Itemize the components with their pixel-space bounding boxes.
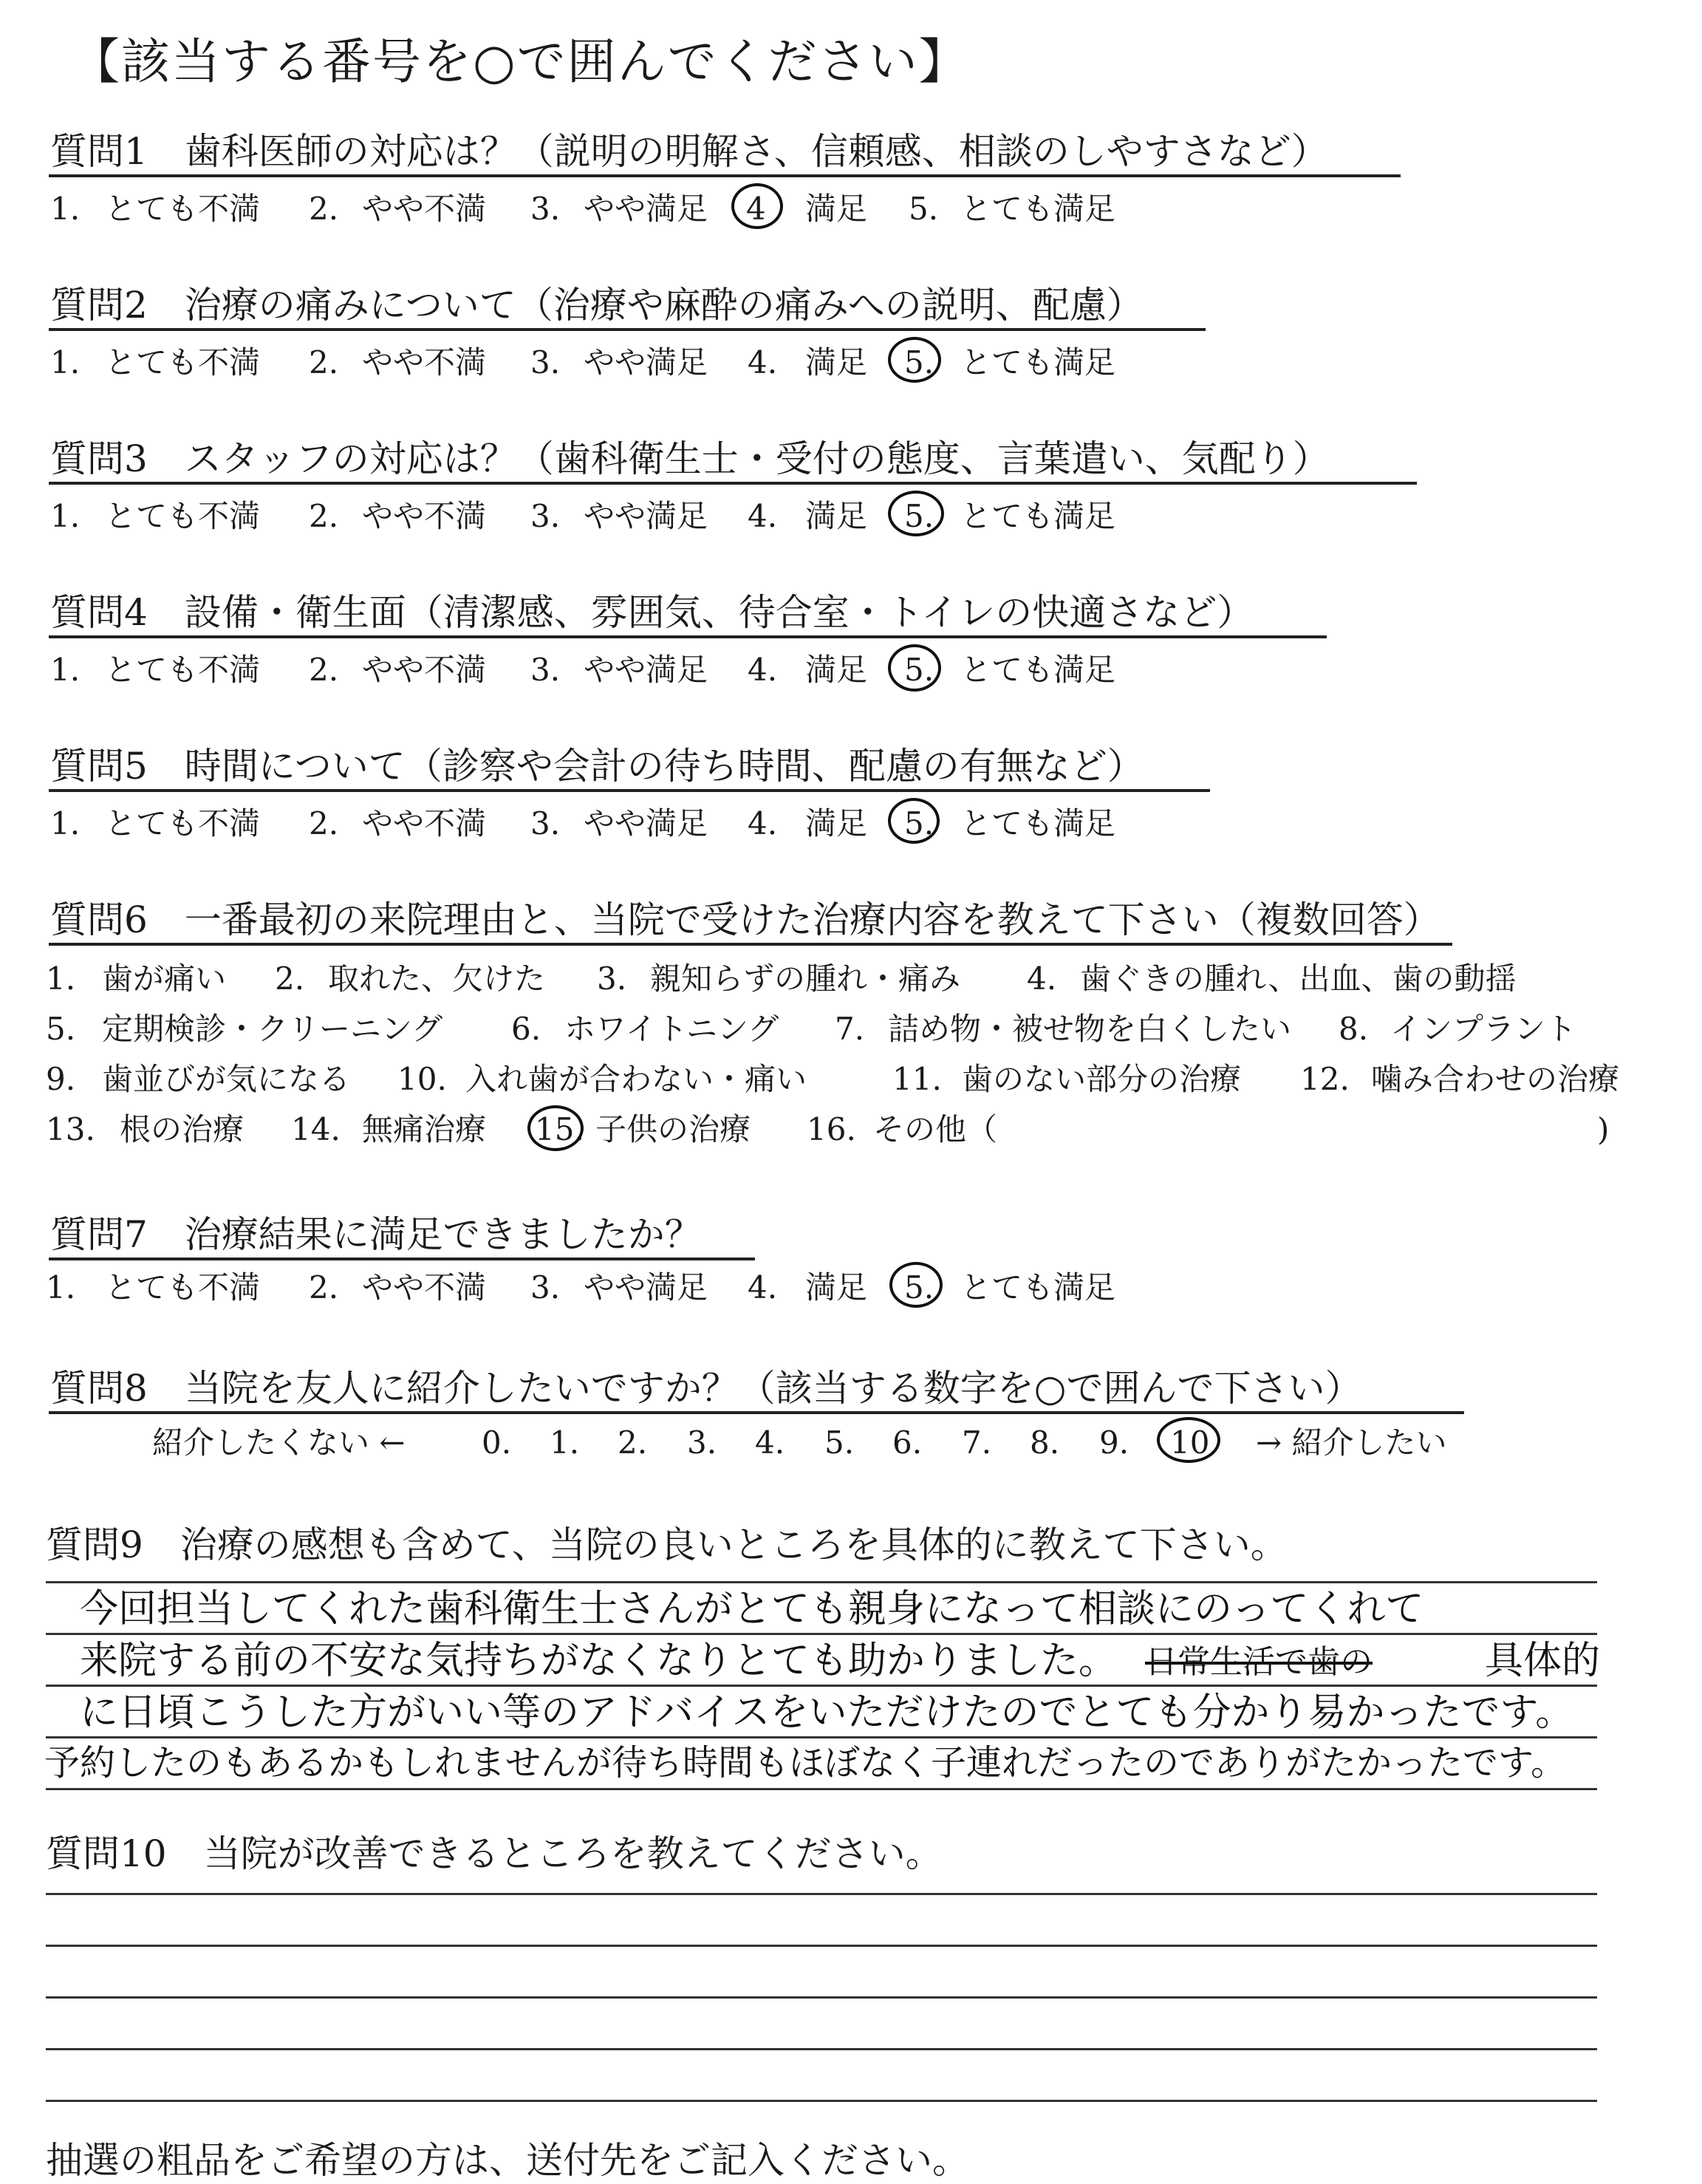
answer-circle (1157, 1417, 1220, 1463)
answer-circle (888, 644, 941, 692)
option-number: 13. (46, 1111, 95, 1147)
question-7-title: 質問7 治療結果に満足できましたか？ (50, 1213, 702, 1256)
scale-number: 9. (1099, 1424, 1129, 1461)
option-label: 取れた、欠けた (328, 960, 546, 997)
answer-circle (731, 183, 783, 229)
option-number: 2. (309, 191, 339, 227)
question-3-underline (49, 482, 1417, 485)
option-label: とても不満 (105, 1269, 261, 1306)
handwritten-line: 具体的 (1485, 1639, 1601, 1683)
question-4-underline (49, 635, 1327, 638)
option-label: ホワイトニング (564, 1011, 779, 1047)
question-1-title: 質問1 歯科医師の対応は？（説明の明解さ、信頼感、相談のしやすさなど） (50, 130, 1328, 173)
answer-line (46, 1945, 1597, 1947)
option-number: 4. (748, 652, 778, 688)
option-number: 4. (748, 344, 778, 381)
option-label: 満足 (805, 652, 868, 688)
option-label: やや満足 (584, 191, 708, 227)
scale-number: 0. (482, 1424, 512, 1461)
option-label: やや不満 (362, 1269, 487, 1306)
answer-line (46, 2100, 1597, 2102)
option-label: 根の治療 (120, 1111, 245, 1147)
option-label: とても満足 (960, 344, 1116, 381)
option-label: 歯ぐきの腫れ、出血、歯の動揺 (1080, 960, 1517, 997)
option-number: 7. (835, 1011, 865, 1047)
option-number: 16. (807, 1111, 856, 1147)
handwritten-line: 来院する前の不安な気持ちがなくなりとても助かりました。 (80, 1639, 1118, 1683)
scale-number: 4. (755, 1424, 785, 1461)
option-label: その他（ (873, 1111, 998, 1147)
option-label: やや満足 (584, 805, 708, 842)
question-6-title: 質問6 一番最初の来院理由と、当院で受けた治療内容を教えて下さい（複数回答） (50, 898, 1440, 941)
option-number: 1. (50, 652, 81, 688)
option-label: やや不満 (362, 498, 487, 534)
scale-left-label: 紹介したくない ← (152, 1424, 406, 1461)
option-label: 満足 (805, 805, 868, 842)
option-number-selected: 5. (904, 652, 934, 688)
option-label: とても不満 (105, 191, 261, 227)
option-number: 1. (50, 344, 81, 381)
option-number: 3. (530, 652, 561, 688)
option-number: 2. (309, 344, 339, 381)
option-number-selected: 5. (904, 344, 934, 381)
handwritten-line: 今回担当してくれた歯科衛生士さんがとても親身になって相談にのってくれて (80, 1587, 1424, 1631)
scale-number: 6. (892, 1424, 923, 1461)
question-2-title: 質問2 治療の痛みについて（治療や麻酔の痛みへの説明、配慮） (50, 284, 1144, 327)
option-label: 満足 (805, 498, 868, 534)
answer-line (46, 1788, 1597, 1790)
option-label: とても満足 (960, 498, 1116, 534)
option-label: とても不満 (105, 652, 261, 688)
option-label: 噛み合わせの治療 (1371, 1061, 1620, 1097)
option-label: 歯並びが気になる (102, 1061, 351, 1097)
option-label: 定期検診・クリーニング (102, 1011, 443, 1047)
option-number: 4. (748, 805, 778, 842)
option-label: 満足 (805, 191, 868, 227)
option-label: 歯が痛い (102, 960, 227, 997)
option-number: 3. (530, 805, 561, 842)
answer-circle (889, 1262, 943, 1308)
option-label: 入れ歯が合わない・痛い (465, 1061, 807, 1097)
option-label: やや満足 (584, 344, 708, 381)
answer-circle (527, 1105, 584, 1151)
option-number: 11. (892, 1061, 942, 1097)
question-8-title: 質問8 当院を友人に紹介したいですか？（該当する数字を○で囲んで下さい） (50, 1367, 1362, 1410)
option-label: とても満足 (960, 191, 1116, 227)
answer-line (46, 1996, 1597, 1999)
question-9-title: 質問9 治療の感想も含めて、当院の良いところを具体的に教えて下さい。 (46, 1523, 1288, 1566)
option-label: 子供の治療 (595, 1111, 751, 1147)
option-number: 1. (46, 960, 76, 997)
answer-line (46, 1581, 1597, 1583)
option-number: 9. (46, 1061, 76, 1097)
answer-line (46, 1893, 1597, 1895)
option-label: 無痛治療 (362, 1111, 487, 1147)
option-number-selected: 5. (904, 498, 934, 534)
option-label: 歯のない部分の治療 (962, 1061, 1242, 1097)
option-number: 1. (46, 1269, 76, 1306)
option-number-selected: 4 (746, 191, 766, 227)
scale-number: 8. (1030, 1424, 1060, 1461)
handwritten-line: に日頃こうした方がいい等のアドバイスをいただけたのでとても分かり易かったです。 (80, 1690, 1574, 1735)
option-number: 3. (530, 1269, 561, 1306)
question-8-underline (49, 1411, 1464, 1414)
scale-number: 1. (550, 1424, 580, 1461)
option-number: 3. (530, 191, 561, 227)
option-number: 5. (46, 1011, 76, 1047)
question-10-title: 質問10 当院が改善できるところを教えてください。 (46, 1832, 943, 1875)
option-label: やや満足 (584, 498, 708, 534)
scale-number-selected: 10 (1170, 1424, 1210, 1461)
scale-right-label: → 紹介したい (1256, 1424, 1447, 1461)
option-label: 詰め物・被せ物を白くしたい (888, 1011, 1292, 1047)
question-2-underline (49, 328, 1206, 331)
answer-circle (888, 798, 940, 844)
option-label: やや不満 (362, 652, 487, 688)
option-number: 4. (748, 498, 778, 534)
question-5-title: 質問5 時間について（診察や会計の待ち時間、配慮の有無など） (50, 745, 1144, 788)
question-1-underline (49, 174, 1401, 177)
option-label: とても不満 (105, 805, 261, 842)
option-number: 10. (397, 1061, 447, 1097)
answer-circle (888, 491, 944, 536)
option-number: 1. (50, 498, 81, 534)
option-label: ) (1597, 1111, 1610, 1147)
option-number: 2. (275, 960, 305, 997)
option-number: 6. (511, 1011, 541, 1047)
option-number: 1. (50, 805, 81, 842)
scale-number: 2. (618, 1424, 648, 1461)
option-number: 2. (309, 498, 339, 534)
answer-line (46, 1685, 1597, 1687)
question-7-underline (49, 1257, 755, 1260)
option-label: とても満足 (960, 652, 1116, 688)
question-5-underline (49, 789, 1210, 792)
option-label: とても満足 (960, 805, 1116, 842)
option-number: 1. (50, 191, 81, 227)
option-number: 2. (309, 805, 339, 842)
option-number-selected: 5. (904, 805, 934, 842)
option-number: 4. (748, 1269, 778, 1306)
question-3-title: 質問3 スタッフの対応は？（歯科衛生士・受付の態度、言葉遣い、気配り） (50, 437, 1330, 480)
answer-line (46, 1633, 1597, 1635)
answer-line (46, 2048, 1597, 2050)
option-number: 3. (530, 344, 561, 381)
option-number: 2. (309, 652, 339, 688)
option-label: やや不満 (362, 344, 487, 381)
handwritten-line: 予約したのもあるかもしれませんが待ち時間もほぼなく子連れだったのでありがたかったです。 (44, 1742, 1567, 1784)
scale-number: 5. (824, 1424, 855, 1461)
option-number: 3. (530, 498, 561, 534)
option-label: やや不満 (362, 805, 487, 842)
option-label: インプラント (1390, 1011, 1577, 1047)
option-number-selected: 5. (904, 1269, 934, 1306)
option-number: 2. (309, 1269, 339, 1306)
option-number: 14. (291, 1111, 341, 1147)
question-6-underline (49, 943, 1452, 946)
option-number: 5. (909, 191, 939, 227)
scale-number: 3. (687, 1424, 717, 1461)
option-label: 満足 (805, 1269, 868, 1306)
option-label: 親知らずの腫れ・痛み (650, 960, 961, 997)
answer-circle (888, 337, 941, 383)
option-label: とても満足 (960, 1269, 1116, 1306)
option-label: 満足 (805, 344, 868, 381)
option-number-selected: 15. (535, 1111, 584, 1147)
option-number: 4. (1027, 960, 1057, 997)
scale-number: 7. (962, 1424, 992, 1461)
answer-line (46, 1736, 1597, 1738)
crossed-out-text: 日常生活で歯の (1145, 1643, 1373, 1681)
option-label: やや満足 (584, 652, 708, 688)
option-number: 8. (1339, 1011, 1369, 1047)
option-number: 12. (1300, 1061, 1350, 1097)
option-label: とても不満 (105, 498, 261, 534)
footer-note: 抽選の粗品をご希望の方は、送付先をご記入ください。 (46, 2139, 969, 2182)
question-4-title: 質問4 設備・衛生面（清潔感、雰囲気、待合室・トイレの快適さなど） (50, 591, 1254, 634)
option-number: 3. (597, 960, 627, 997)
option-label: とても不満 (105, 344, 261, 381)
option-label: やや不満 (362, 191, 487, 227)
page-title: 【該当する番号を○で囲んでください】 (71, 33, 969, 90)
option-label: やや満足 (584, 1269, 708, 1306)
